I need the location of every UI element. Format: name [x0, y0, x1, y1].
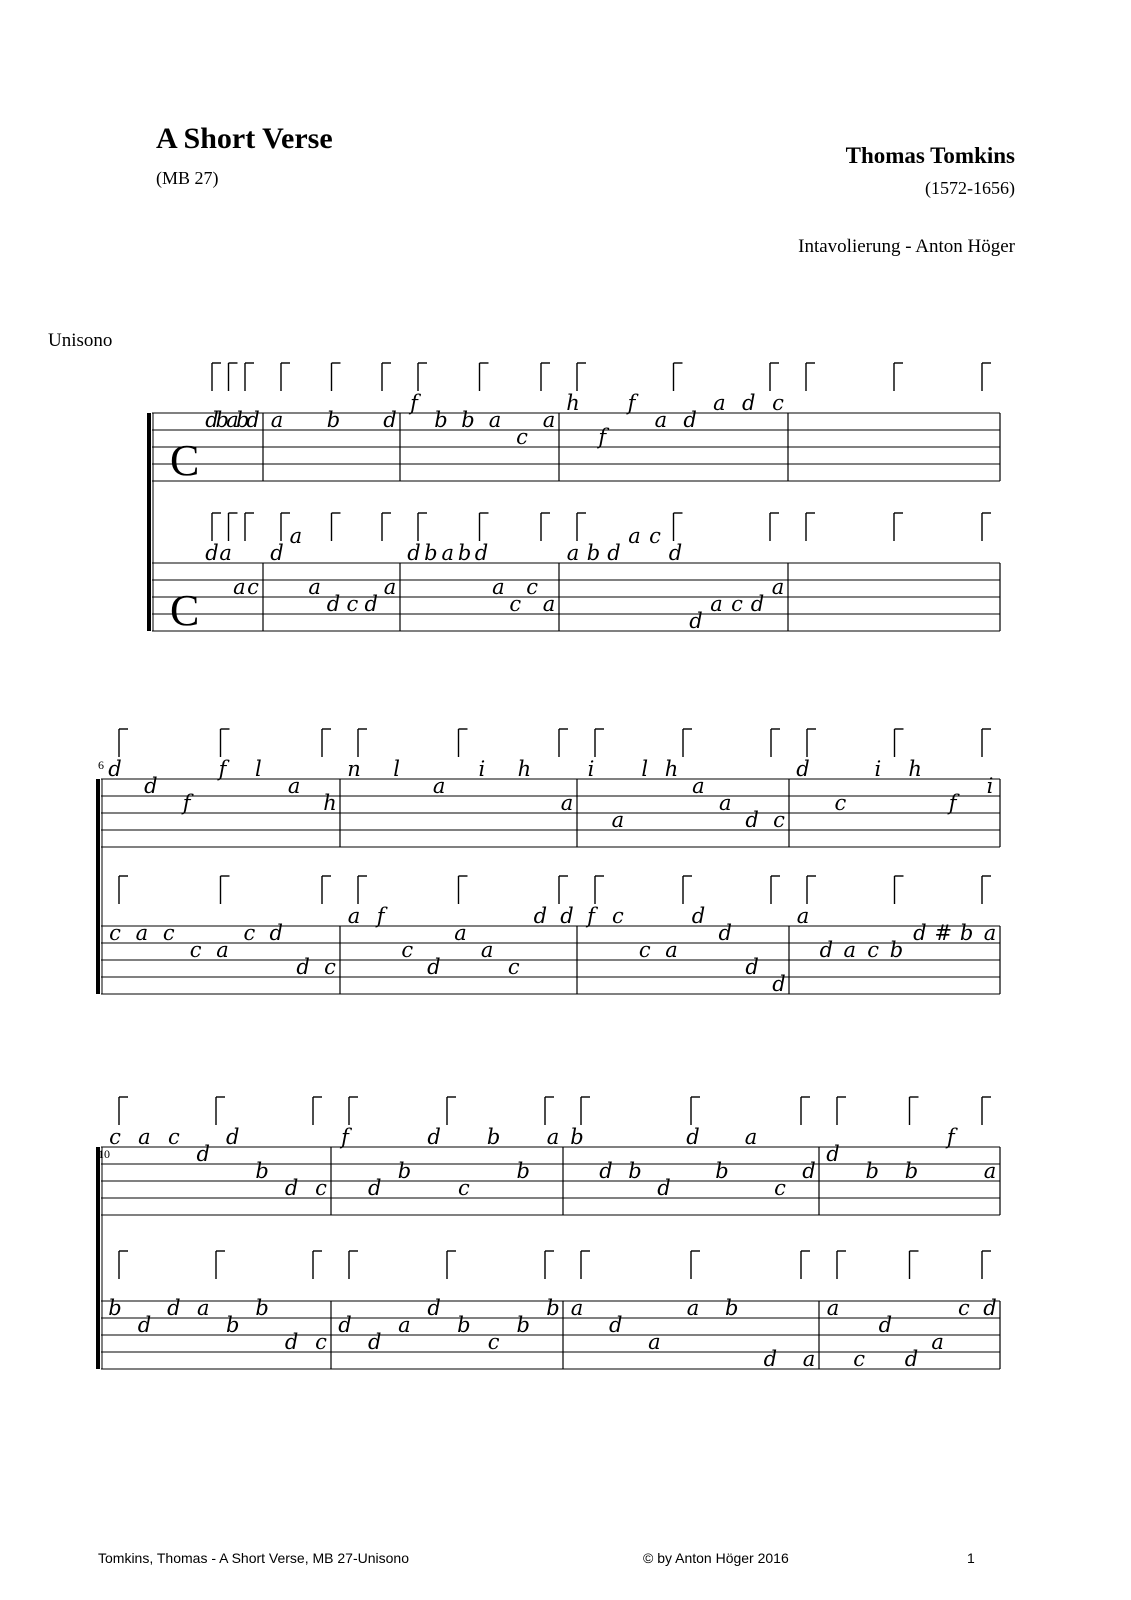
- tab-letter: d: [167, 1296, 181, 1320]
- tab-letter: b: [959, 921, 974, 945]
- tab-letter: d: [668, 541, 683, 565]
- tab-letter: i: [986, 774, 994, 798]
- tab-letter: d: [772, 972, 786, 996]
- tab-letter: c: [167, 1125, 180, 1149]
- tab-letter: d: [246, 408, 260, 432]
- tab-letter: b: [255, 1296, 269, 1320]
- tab-letter: a: [219, 541, 232, 565]
- tab-letter: d: [718, 921, 733, 945]
- tab-letter: b: [434, 408, 448, 432]
- tab-letter: b: [215, 408, 229, 432]
- tab-letter: a: [454, 921, 467, 945]
- tab-letter: a: [480, 938, 494, 962]
- tab-letter: d: [284, 1176, 299, 1200]
- tab-letter: d: [144, 774, 158, 798]
- tab-letter: d: [983, 1296, 997, 1320]
- tab-letter: d: [904, 1347, 919, 1371]
- tab-letter: a: [692, 774, 705, 798]
- tab-letter: a: [308, 575, 321, 599]
- tab-letter: #: [934, 921, 953, 945]
- tab-letter: d: [364, 592, 378, 616]
- tab-letter: b: [715, 1159, 729, 1183]
- tab-letter: h: [566, 391, 580, 415]
- tab-letter: f: [182, 791, 191, 815]
- tab-letter: d: [560, 904, 574, 928]
- tab-letter: b: [457, 541, 472, 565]
- tab-letter: c: [526, 575, 539, 599]
- tab-letter: a: [441, 541, 455, 565]
- tab-letter: a: [492, 575, 505, 599]
- tab-letter: c: [162, 921, 175, 945]
- tab-letter: d: [913, 921, 927, 945]
- tab-letter: l: [641, 757, 649, 781]
- tab-letter: a: [826, 1296, 840, 1320]
- tab-letter: h: [323, 791, 337, 815]
- tab-letter: d: [802, 1159, 816, 1183]
- tab-letter: a: [628, 524, 641, 548]
- tab-letter: d: [683, 408, 697, 432]
- tab-letter: d: [427, 1296, 441, 1320]
- tab-letter: i: [587, 757, 595, 781]
- tab-letter: a: [560, 791, 574, 815]
- tab-letter: f: [410, 391, 418, 415]
- tab-letter: b: [628, 1159, 642, 1183]
- tab-letter: d: [269, 921, 283, 945]
- tab-letter: b: [516, 1313, 531, 1337]
- tab-letter: f: [948, 791, 957, 815]
- tab-letter: d: [196, 1142, 211, 1166]
- tab-letter: a: [802, 1347, 816, 1371]
- tab-letter: b: [397, 1159, 412, 1183]
- tab-letter: a: [771, 575, 785, 599]
- tab-letter: l: [393, 757, 400, 781]
- tab-letter: d: [367, 1330, 382, 1354]
- tab-letter: b: [326, 408, 341, 432]
- tab-letter: d: [689, 609, 703, 633]
- tab-letter: a: [233, 575, 246, 599]
- tab-letter: d: [745, 808, 759, 832]
- tab-letter: a: [138, 1125, 151, 1149]
- catalog-number: (MB 27): [156, 168, 219, 188]
- tab-letter: d: [741, 391, 756, 415]
- tab-letter: c: [649, 524, 661, 548]
- tab-letter: l: [254, 757, 262, 781]
- tab-letter: d: [607, 541, 621, 565]
- tab-letter: c: [401, 938, 414, 962]
- tab-letter: a: [226, 408, 239, 432]
- tab-letter: c: [638, 938, 651, 962]
- tab-letter: d: [367, 1176, 382, 1200]
- tab-letter: f: [587, 904, 595, 928]
- measure-number: 6: [98, 758, 104, 772]
- tab-letter: a: [197, 1296, 210, 1320]
- tab-letter: d: [750, 592, 765, 616]
- tab-letter: a: [744, 1125, 758, 1149]
- tab-letter: b: [904, 1159, 919, 1183]
- measure-number: 10: [98, 1147, 110, 1161]
- tab-letter: n: [347, 757, 361, 781]
- tab-letter: i: [874, 757, 882, 781]
- tab-letter: d: [796, 757, 810, 781]
- tab-letter: h: [664, 757, 679, 781]
- tab-letter: d: [284, 1330, 299, 1354]
- tab-letter: f: [946, 1125, 955, 1149]
- tab-letter: c: [774, 1176, 786, 1200]
- tab-letter: a: [983, 921, 997, 945]
- tab-letter: d: [383, 408, 397, 432]
- tab-letter: c: [109, 921, 121, 945]
- tab-letter: d: [878, 1313, 893, 1337]
- tab-letter: b: [225, 1313, 240, 1337]
- tab-letter: b: [570, 1125, 584, 1149]
- tab-letter: d: [533, 904, 548, 928]
- tab-letter: a: [566, 541, 580, 565]
- section-label: Unisono: [48, 330, 113, 351]
- tab-letter: d: [819, 938, 834, 962]
- tab-letter: c: [516, 425, 528, 449]
- tab-letter: a: [719, 791, 732, 815]
- tab-letter: a: [570, 1296, 584, 1320]
- tab-letter: f: [598, 425, 607, 449]
- tab-letter: a: [611, 808, 625, 832]
- tab-letter: d: [205, 408, 219, 432]
- tab-letter: a: [287, 774, 301, 798]
- system-bracket: [96, 1147, 100, 1369]
- tab-letter: d: [270, 541, 284, 565]
- tab-letter: c: [773, 808, 785, 832]
- tab-letter: i: [478, 757, 486, 781]
- tab-letter: b: [461, 408, 475, 432]
- tab-letter: b: [865, 1159, 879, 1183]
- tab-letter: b: [457, 1313, 471, 1337]
- tab-letter: a: [542, 592, 556, 616]
- tab-letter: d: [608, 1313, 623, 1337]
- tab-letter: a: [383, 575, 397, 599]
- tab-letter: a: [713, 391, 726, 415]
- tab-letter: c: [315, 1176, 327, 1200]
- tab-letter: h: [908, 757, 922, 781]
- tab-letter: c: [247, 575, 259, 599]
- tab-letter: d: [205, 541, 219, 565]
- tab-letter: c: [346, 592, 359, 616]
- tab-letter: c: [243, 921, 256, 945]
- composer-name: Thomas Tomkins: [845, 143, 1015, 168]
- tab-letter: d: [657, 1176, 671, 1200]
- footer-copyright: © by Anton Höger 2016: [643, 1550, 789, 1566]
- tab-letter: d: [137, 1313, 152, 1337]
- tab-letter: c: [611, 904, 624, 928]
- tab-letter: c: [507, 955, 520, 979]
- arranger-credit: Intavolierung - Anton Höger: [798, 236, 1015, 257]
- tab-letter: b: [424, 541, 438, 565]
- time-signature: C: [170, 586, 200, 635]
- tab-letter: a: [796, 904, 810, 928]
- tab-letter: a: [648, 1330, 661, 1354]
- tab-letter: b: [516, 1159, 531, 1183]
- tab-letter: d: [407, 541, 421, 565]
- system-bracket: [96, 779, 100, 994]
- tab-letter: a: [710, 592, 723, 616]
- tab-letter: c: [315, 1330, 327, 1354]
- tab-letter: c: [487, 1330, 500, 1354]
- tab-letter: a: [289, 524, 303, 548]
- tab-letter: c: [457, 1176, 470, 1200]
- tab-letter: a: [270, 408, 284, 432]
- tab-letter: b: [586, 541, 601, 565]
- tab-letter: d: [338, 1313, 352, 1337]
- tab-letter: b: [255, 1159, 269, 1183]
- tab-letter: b: [724, 1296, 739, 1320]
- composer-dates: (1572-1656): [925, 178, 1015, 198]
- tab-letter: c: [509, 592, 522, 616]
- page-number: 1: [967, 1550, 975, 1566]
- tab-letter: c: [731, 592, 743, 616]
- tab-letter: d: [474, 541, 489, 565]
- tab-letter: c: [772, 391, 784, 415]
- tab-letter: d: [326, 592, 341, 616]
- tab-letter: a: [432, 774, 446, 798]
- tab-letter: f: [341, 1125, 349, 1149]
- time-signature: C: [170, 436, 200, 485]
- tab-letter: a: [135, 921, 149, 945]
- tab-letter: a: [665, 938, 678, 962]
- tab-letter: d: [599, 1159, 613, 1183]
- tab-letter: b: [486, 1125, 501, 1149]
- tab-letter: d: [427, 1125, 441, 1149]
- tab-letter: d: [686, 1125, 700, 1149]
- tab-letter: a: [983, 1159, 997, 1183]
- tab-letter: f: [218, 757, 227, 781]
- tab-letter: f: [627, 391, 636, 415]
- tab-letter: f: [376, 904, 385, 928]
- tab-letter: d: [691, 904, 706, 928]
- tab-letter: c: [189, 938, 202, 962]
- tab-letter: d: [745, 955, 759, 979]
- tab-letter: a: [347, 904, 361, 928]
- tab-letter: c: [867, 938, 880, 962]
- tab-letter: b: [546, 1296, 560, 1320]
- tab-letter: c: [324, 955, 336, 979]
- tab-letter: d: [826, 1142, 840, 1166]
- tab-letter: h: [517, 757, 532, 781]
- tab-letter: a: [654, 408, 668, 432]
- tab-letter: d: [763, 1347, 778, 1371]
- tab-letter: c: [853, 1347, 866, 1371]
- tab-letter: a: [546, 1125, 560, 1149]
- tab-letter: b: [889, 938, 904, 962]
- system-bracket: [147, 413, 151, 631]
- tab-letter: d: [427, 955, 441, 979]
- tab-letter: b: [236, 408, 250, 432]
- tab-letter: a: [843, 938, 857, 962]
- tab-letter: a: [686, 1296, 700, 1320]
- tab-letter: c: [957, 1296, 970, 1320]
- tab-letter: c: [834, 791, 847, 815]
- tab-letter: a: [216, 938, 229, 962]
- tab-letter: c: [109, 1125, 121, 1149]
- tab-letter: b: [108, 1296, 122, 1320]
- tab-letter: a: [931, 1330, 944, 1354]
- tab-letter: d: [296, 955, 310, 979]
- tab-letter: a: [488, 408, 502, 432]
- footer-piece-info: Tomkins, Thomas - A Short Verse, MB 27-Unisono: [98, 1550, 409, 1566]
- tab-letter: d: [225, 1125, 240, 1149]
- tab-letter: d: [108, 757, 122, 781]
- tab-letter: a: [542, 408, 556, 432]
- piece-title: A Short Verse: [156, 122, 333, 155]
- tab-letter: a: [398, 1313, 411, 1337]
